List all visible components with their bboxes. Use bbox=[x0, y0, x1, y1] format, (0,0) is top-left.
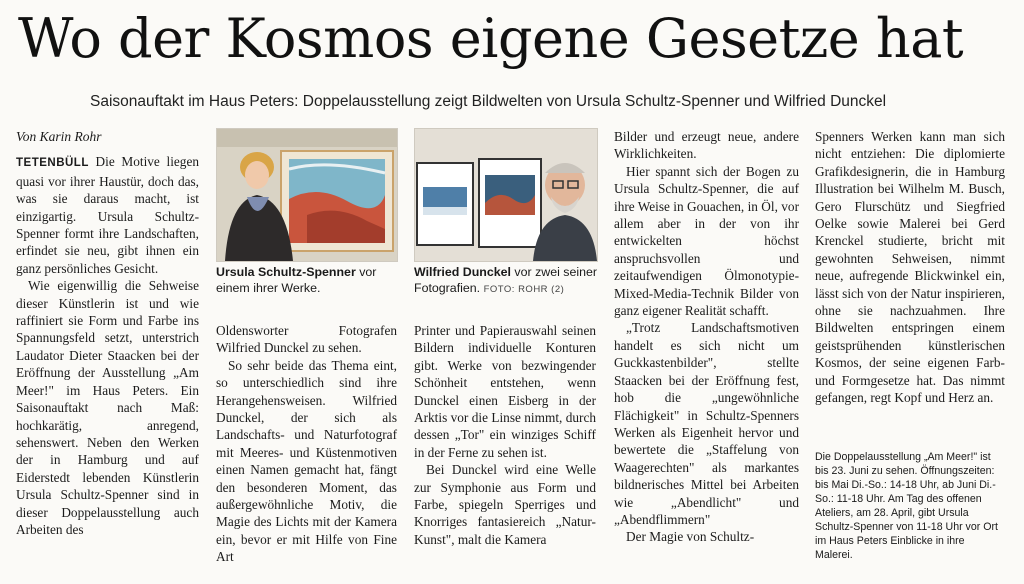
paragraph: So sehr beide das Thema eint, so unterschiedlich sind ihre Herangehensweisen. Wilfried Dunckel, der sich als Landschafts- und Naturfotograf mit Meeres- und Küstenmotiven einen Namen gemacht hat, fängt den besonderen Moment, das außergewöhnliche Motiv, die Magie des Lichts mit der Kamera ein, bevor er mit Hilfe von Fine Art bbox=[216, 357, 397, 565]
photo-1-caption: Ursula Schultz-Spenner vor einem ihrer Werke. bbox=[216, 265, 377, 295]
subheadline: Saisonauftakt im Haus Peters: Doppelausstellung zeigt Bildwelten von Ursula Schultz-Spenner und Wilfried Dunckel bbox=[90, 93, 887, 110]
photo-credit: FOTO: ROHR (2) bbox=[483, 284, 565, 295]
paragraph: Der Magie von Schultz- bbox=[626, 529, 755, 545]
photo-wilfried-dunckel bbox=[414, 128, 598, 262]
column-3 bbox=[414, 322, 596, 548]
column-4 bbox=[614, 128, 799, 546]
paragraph: Oldensworter Fotografen Wilfried Dunckel zu sehen. bbox=[216, 323, 397, 356]
column-2 bbox=[216, 322, 397, 566]
caption-name: Wilfried Dunckel bbox=[414, 265, 511, 279]
paragraph: TETENBÜLL Die Motive liegen quasi vor ihrer Haustür, doch das, was sie daraus macht, ist einzigartig. Ursula Schultz-Spenner formt ihre Landschaften, erfindet sie neu, gibt ihnen ein ganz persönliches Gesicht. bbox=[16, 154, 199, 276]
paragraph: Bei Dunckel wird eine Welle zur Symphonie aus Form und Farbe, spiegeln Sperriges und Knorriges fantasiereich „Natur-Kunst", malt die Kamera bbox=[414, 462, 596, 547]
paragraph: Bilder und erzeugt neue, andere Wirklichkeiten. bbox=[614, 129, 799, 162]
paragraph: Spenners Werken kann man sich nicht entziehen: Die diplomierte Grafikdesignerin, die in Hamburg Illustration bei Wilhelm M. Busch, Gero Flurschütz und Siegfried Oelke sowie Malerei bei Gerd Krenckel studierte, bricht mit gewohnten Sehweisen, nimmt neue, aufregende Blickwinkel ein, lässt sich von der Natur inspirieren, ohne sie nachzuahmen. Ihre Bildwelten entspringen einem geistsprühenden künstlerischen Kosmos, der seine eigenen Farb- und Formgesetze hat. Das nimmt gefangen, regt Kopf und Herz an. bbox=[815, 129, 1005, 406]
paragraph: Printer und Papierauswahl seinen Bildern individuelle Konturen gibt. Werke von bezwingender Schönheit entstehen, wenn Dunckel einen Eisberg in der Arktis vor die Linse nimmt, durch dessen „Tor" ein winziges Schiff in der Ferne zu sehen ist. bbox=[414, 323, 596, 460]
headline: Wo der Kosmos eigene Gesetze hat bbox=[18, 7, 964, 70]
column-1 bbox=[16, 128, 199, 538]
paragraph: Wie eigenwillig die Sehweise dieser Künstlerin ist und wie raffiniert sie Form und Farbe ins Spannungsfeld setzt, unterstrich Laudator Dieter Staacken bei der Eröffnung der Ausstellung „Am Meer!" im Haus Peters. Ein Saisonauftakt nach Maß: hochkarätig, anregend, sehenswert. Neben den Werken der in Hamburg und auf Eiderstedt lebenden Künstlerin Ursula Schultz-Spenner sind in dieser Doppelausstellung auch Arbeiten des bbox=[16, 278, 199, 537]
paragraph: „Trotz Landschaftsmotiven handelt es sich nicht um Guckkastenbilder", stellte Staacken bei der Eröffnung fest, hob die „ungewöhnliche Flächigkeit" in Schultz-Spenners Werken als Eigenheit hervor und bewertete die „Staffelung von Waagerechten" als markantes bildnerisches Mittel bei Arbeiten wie „Abendlicht" und „Abendflimmern" bbox=[614, 320, 799, 527]
portrait-photo-2 bbox=[415, 129, 597, 261]
caption-name: Ursula Schultz-Spenner bbox=[216, 265, 356, 279]
column-5 bbox=[815, 128, 1005, 407]
exhibition-info-box: Die Doppelausstellung „Am Meer!" ist bis 23. Juni zu sehen. Öffnungszeiten: bis Mai Di.-So.: 14-18 Uhr, ab Juni Di.-So.: 11-18 Uhr. Am Tag des offenen Ateliers, am 28. April, gibt Ursula Schultz-Spenner von 11-18 Uhr vor Ort im Haus Peters Einblicke in ihre Malerei. bbox=[815, 451, 998, 561]
portrait-photo-1 bbox=[217, 129, 397, 261]
photo-ursula-schultz-spenner bbox=[216, 128, 398, 262]
paragraph: Hier spannt sich der Bogen zu Ursula Schultz-Spenner, die auf ihre Weise in Gouachen, in Öl, vor allem aber in der von ihr entwickelten höchst anspruchsvollen und zeitaufwendigen Ölmonotypie-Mixed-Media-Technik Bilder von ganz eigener Realität schafft. bbox=[614, 163, 799, 319]
photo-2-caption: Wilfried Dunckel vor zwei seiner Fotografien. FOTO: ROHR (2) bbox=[414, 265, 598, 295]
byline: Von Karin Rohr bbox=[16, 129, 102, 144]
dateline: TETENBÜLL bbox=[16, 157, 89, 170]
